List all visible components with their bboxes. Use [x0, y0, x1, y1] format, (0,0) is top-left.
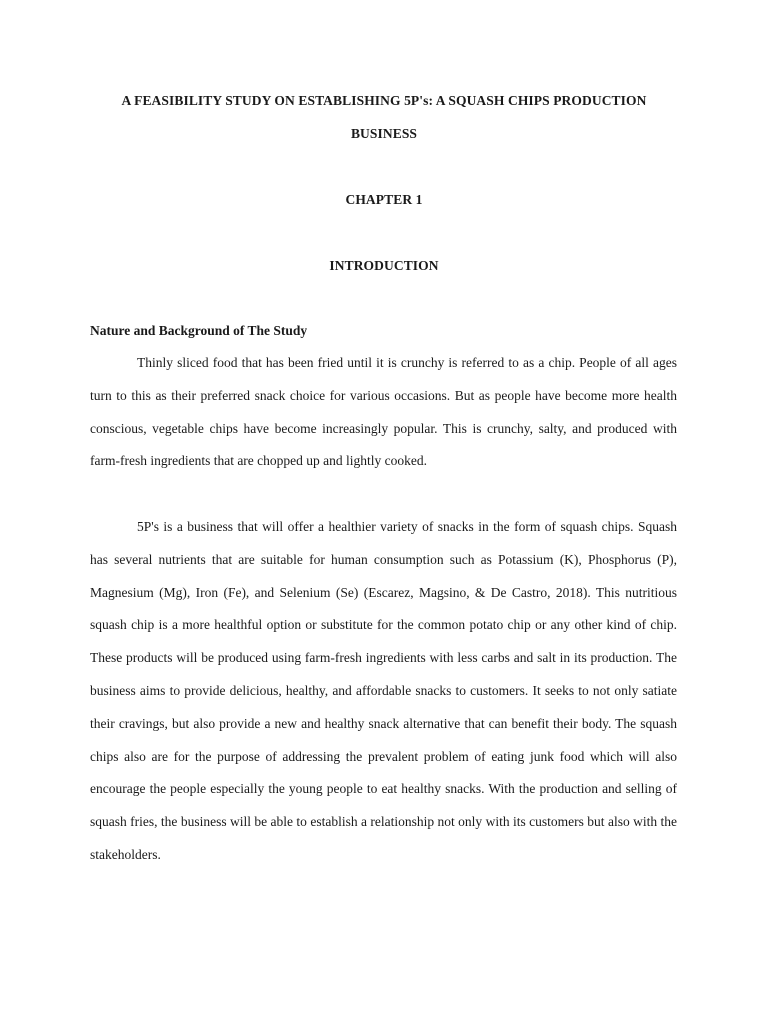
- section-heading: INTRODUCTION: [329, 258, 439, 273]
- paragraph-2: 5P's is a business that will offer a healthier variety of snacks in the form of squash chips. Squash has several nutrients that are suitable for human consumption such as Potassium (K), Phosphorus (P), Magnesium (Mg), Iron (Fe), and Selenium (Se) (Escarez, Magsino, & De Castro, 2018). This nutritious squash chip is a more healthful option or substitute for the common potato chip or any other kind of chip. These products will be produced using farm-fresh ingredients with less carbs and salt in its production. The business aims to provide delicious, healthy, and affordable snacks to customers. It seeks to not only satiate their cravings, but also provide a new and healthy snack alternative that can benefit their body. The squash chips also are for the purpose of addressing the prevalent problem of eating junk food which will also encourage the people especially the young people to eat healthy snacks. With the production and selling of squash fries, the business will be able to establish a relationship not only with its customers but also with the stakeholders.: [90, 519, 677, 862]
- paragraph-1: Thinly sliced food that has been fried until it is crunchy is referred to as a chip. People of all ages turn to this as their preferred snack choice for various occasions. But as people have become more health conscious, vegetable chips have become increasingly popular. This is crunchy, salty, and produced with farm-fresh ingredients that are chopped up and lightly cooked.: [90, 355, 677, 469]
- subheading: Nature and Background of The Study: [90, 323, 308, 338]
- title-line-2: BUSINESS: [350, 126, 418, 141]
- title-line-1: A FEASIBILITY STUDY ON ESTABLISHING 5P's: A SQUASH CHIPS PRODUCTION: [121, 93, 647, 108]
- chapter-heading: CHAPTER 1: [345, 192, 423, 207]
